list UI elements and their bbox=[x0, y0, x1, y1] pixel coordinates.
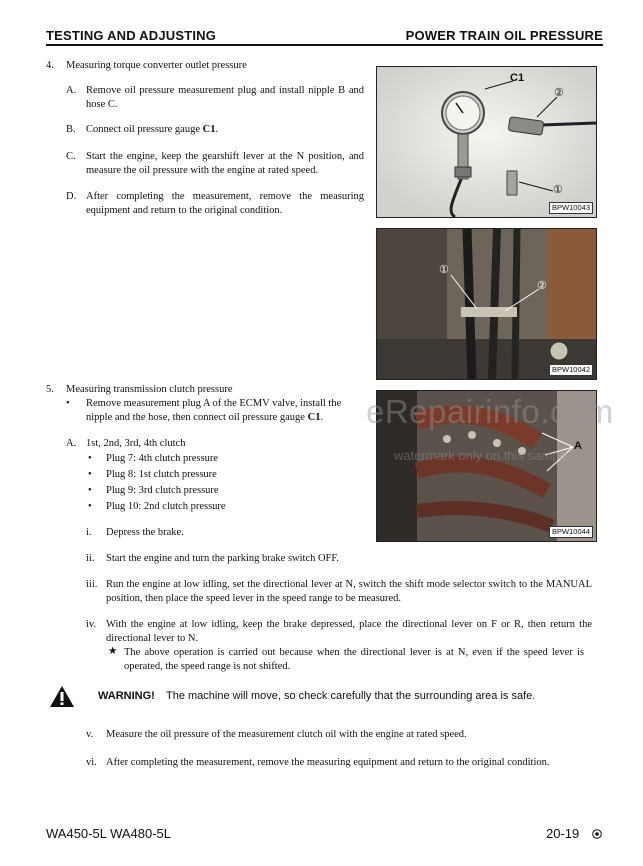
step-num: v. bbox=[86, 729, 94, 740]
header-left-title: TESTING AND ADJUSTING bbox=[46, 28, 217, 43]
step-num: iv. bbox=[86, 619, 97, 630]
step-num: vi. bbox=[86, 757, 97, 768]
warning-icon bbox=[49, 685, 75, 708]
step-num: ii. bbox=[86, 553, 95, 564]
bullet-dot: • bbox=[88, 453, 92, 464]
footer-page: 20-19 bbox=[546, 826, 580, 841]
plug-item: Plug 7: 4th clutch pressure bbox=[106, 453, 218, 464]
bullet-text: Remove measurement plug A of the ECMV valve, install the nipple and the hose, then connect oil pressure gauge C1. bbox=[86, 398, 342, 423]
step-text: Measure the oil pressure of the measurement clutch oil with the engine at rated speed. bbox=[106, 729, 467, 740]
section5-title: Measuring transmission clutch pressure bbox=[66, 384, 233, 395]
section4-title: Measuring torque converter outlet pressure bbox=[66, 60, 247, 71]
callout-1: ① bbox=[439, 264, 449, 276]
plug-item: Plug 10: 2nd clutch pressure bbox=[106, 501, 226, 512]
step-text: Connect oil pressure gauge C1. bbox=[86, 124, 219, 135]
step-letter: A. bbox=[66, 85, 77, 96]
step-text: Start the engine and turn the parking brake switch OFF. bbox=[106, 553, 340, 564]
step-letter: D. bbox=[66, 191, 77, 202]
step-text: After completing the measurement, remove the measuring equipment and return to the original condition. bbox=[86, 191, 364, 216]
watermark-sub: watermark only on this sample bbox=[394, 448, 570, 463]
hoses-illustration bbox=[377, 229, 596, 379]
footer-logo-icon bbox=[592, 829, 602, 839]
star-icon: ★ bbox=[108, 646, 118, 657]
bullet-dot: • bbox=[88, 485, 92, 496]
sub-a-letter: A. bbox=[66, 438, 77, 449]
callout-a: A bbox=[574, 440, 582, 452]
step-text: Remove oil pressure measurement plug and install nipple B and hose C. bbox=[86, 85, 364, 110]
bullet-dot: • bbox=[88, 501, 92, 512]
warning-text: The machine will move, so check carefully that the surrounding area is safe. bbox=[166, 690, 536, 702]
plug-item: Plug 8: 1st clutch pressure bbox=[106, 469, 217, 480]
header-right-title: POWER TRAIN OIL PRESSURE bbox=[405, 28, 603, 43]
step-letter: C. bbox=[66, 151, 76, 162]
figure-code: BPW10043 bbox=[549, 202, 593, 214]
callout-2: ② bbox=[537, 280, 547, 292]
footer-model: WA450-5L WA480-5L bbox=[46, 826, 172, 841]
warning-label: WARNING! bbox=[98, 690, 155, 702]
figure-gauge-photo bbox=[376, 66, 597, 218]
callout-1: ① bbox=[553, 184, 563, 196]
watermark-main: eRepairinfo.com bbox=[366, 393, 614, 430]
sub-a-title: 1st, 2nd, 3rd, 4th clutch bbox=[86, 438, 186, 449]
step-text: With the engine at low idling, keep the brake depressed, place the directional lever on F or R, then return the directional lever to N. bbox=[106, 619, 592, 644]
bullet-dot: • bbox=[88, 469, 92, 480]
section5-number: 5. bbox=[46, 384, 54, 395]
bullet-dot: • bbox=[66, 398, 70, 409]
figure-code: BPW10044 bbox=[549, 526, 593, 538]
callout-c1: C1 bbox=[510, 72, 525, 84]
step-text: Run the engine at low idling, set the directional lever at N, switch the shift mode selector switch to the MANUAL position, then place the speed lever in the speed range to be measured. bbox=[106, 579, 592, 604]
figure-code: BPW10042 bbox=[549, 364, 593, 376]
step-text: After completing the measurement, remove the measuring equipment and return to the original condition. bbox=[106, 757, 550, 768]
note-text: The above operation is carried out because when the directional lever is at N, even if the speed lever is operated, the speed range is not shifted. bbox=[124, 647, 584, 672]
figure-hoses-photo bbox=[376, 228, 597, 380]
plug-item: Plug 9: 3rd clutch pressure bbox=[106, 485, 219, 496]
section4-number: 4. bbox=[46, 60, 54, 71]
step-text: Depress the brake. bbox=[106, 527, 184, 538]
header-rule bbox=[46, 44, 603, 46]
step-num: i. bbox=[86, 527, 92, 538]
step-num: iii. bbox=[86, 579, 98, 590]
callout-2: ② bbox=[554, 87, 564, 99]
step-text: Start the engine, keep the gearshift lever at the N position, and measure the oil pressure with the engine at rated speed. bbox=[86, 151, 364, 176]
step-letter: B. bbox=[66, 124, 76, 135]
